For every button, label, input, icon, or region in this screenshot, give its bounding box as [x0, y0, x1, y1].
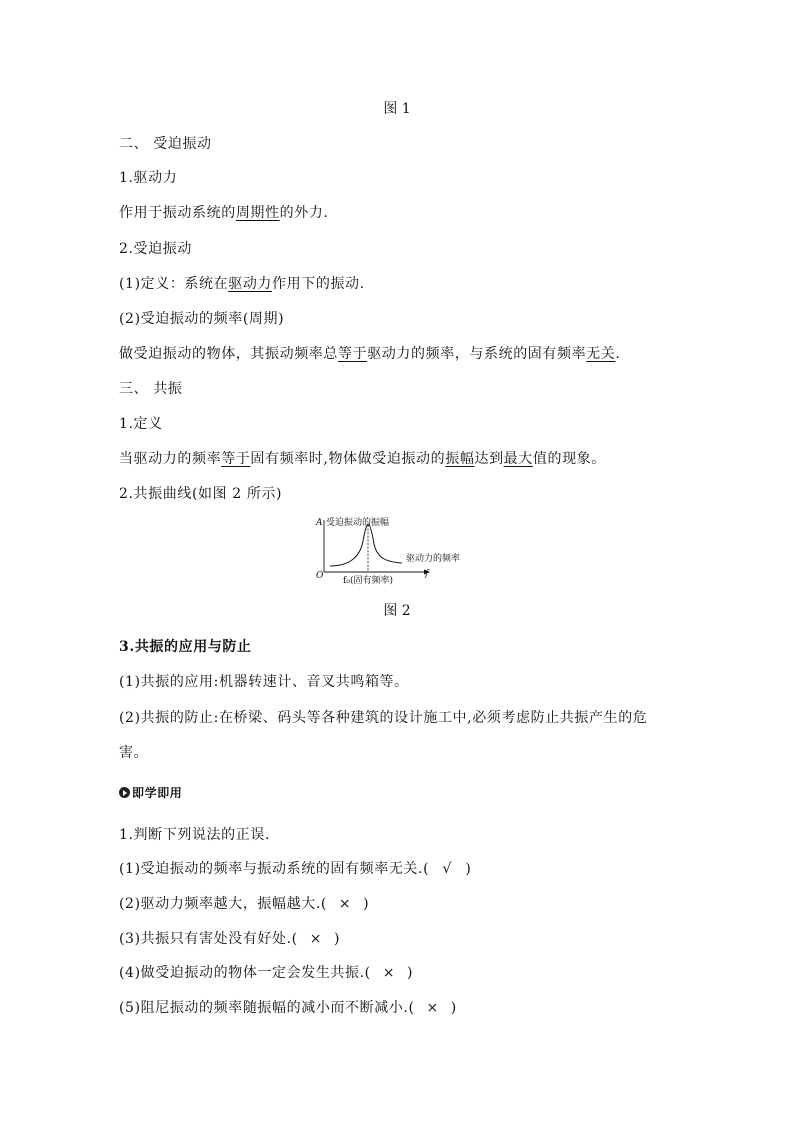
resonance-prevention-text-line1: (2)共振的防止:在桥梁、码头等各种建筑的设计施工中,必须考虑防止共振产生的危 [119, 710, 648, 726]
play-circle-icon [119, 787, 130, 798]
close-paren: ) [465, 861, 472, 877]
judgement-statement: (2)驱动力频率越大，振幅越大.( [119, 896, 327, 912]
underlined-term: 周期性 [235, 205, 280, 221]
underlined-term: 最大 [503, 451, 533, 467]
driving-force-title: 1.驱动力 [119, 170, 178, 186]
practice-heading-label: 即学即用 [132, 786, 183, 800]
text-part: 做受迫振动的物体，其振动频率总 [119, 346, 338, 362]
text-part: 作用于振动系统的 [119, 205, 236, 221]
y-axis-symbol: A [316, 518, 323, 528]
forced-vibration-frequency-text [119, 344, 620, 364]
forced-vibration-frequency-title: (2)受迫振动的频率(周期) [119, 311, 285, 327]
text-part: 值的现象。 [532, 451, 606, 467]
close-paren: ) [363, 896, 370, 912]
resonance-application-text: (1)共振的应用:机器转速计、音叉共鸣箱等。 [119, 674, 409, 690]
cross-mark-icon: × [338, 896, 352, 912]
resonance-prevention-text-line2: 害。 [119, 745, 149, 761]
judgement-item [119, 998, 457, 1018]
check-mark-icon: √ [442, 861, 453, 877]
resonance-curve-figure [310, 514, 480, 588]
section-resonance-heading: 三、 共振 [119, 381, 183, 397]
x-axis-label: 驱动力的频率 [406, 554, 461, 564]
text-part: 固有频率时,物体做受迫振动的 [250, 451, 446, 467]
forced-vibration-title: 2.受迫振动 [119, 241, 192, 257]
text-part: . [615, 346, 621, 362]
cross-mark-icon: × [426, 1000, 439, 1016]
judgement-statement: (1)受迫振动的频率与振动系统的固有频率无关.( [119, 861, 430, 877]
judgement-statement: (5)阻尼振动的频率随振幅的减小而不断减小.( [119, 1000, 415, 1016]
text-part: 驱动力的频率，与系统的固有频率 [367, 346, 587, 362]
text-part: 的外力. [279, 205, 329, 221]
judgement-item [119, 963, 413, 983]
judgement-statement: (4)做受迫振动的物体一定会发生共振.( [119, 965, 371, 981]
resonance-definition-title: 1.定义 [119, 416, 163, 432]
cross-mark-icon: × [309, 931, 323, 947]
underlined-term: 等于 [221, 451, 251, 467]
driving-force-text [119, 203, 328, 223]
figure-1-caption: 图 1 [383, 101, 411, 117]
judgement-item [119, 894, 369, 914]
f0-label: f₀(固有频率) [343, 576, 393, 586]
forced-vibration-definition [119, 274, 365, 294]
text-part: 当驱动力的频率 [119, 451, 222, 467]
cross-mark-icon: × [382, 965, 396, 981]
close-paren: ) [450, 1000, 457, 1016]
close-paren: ) [406, 965, 414, 981]
text-part: 作用下的振动. [272, 276, 365, 292]
practice-heading [119, 783, 182, 803]
section-forced-vibration-heading: 二、 受迫振动 [119, 136, 212, 152]
underlined-term: 无关 [586, 346, 616, 362]
y-axis-label: 受迫振动的振幅 [326, 518, 390, 528]
resonance-curve-line [330, 524, 402, 566]
figure-2-caption: 图 2 [383, 603, 411, 619]
underlined-term: 等于 [338, 346, 368, 362]
x-axis-symbol: f [425, 569, 429, 579]
resonance-definition-text [119, 449, 606, 469]
judgement-statement: (3)共振只有害处没有好处.( [119, 931, 298, 947]
text-part: (1)定义：系统在 [119, 276, 229, 292]
origin-label: O [316, 571, 324, 581]
underlined-term: 振幅 [445, 451, 475, 467]
underlined-term: 驱动力 [228, 276, 273, 292]
judgement-item [119, 929, 340, 949]
text-part: 达到 [474, 451, 504, 467]
resonance-application-title: 3.共振的应用与防止 [119, 639, 252, 655]
resonance-curve-title: 2.共振曲线(如图 2 所示) [119, 486, 283, 502]
judgement-item [119, 859, 471, 879]
true-false-question-title: 1.判断下列说法的正误. [119, 827, 271, 843]
close-paren: ) [333, 931, 341, 947]
